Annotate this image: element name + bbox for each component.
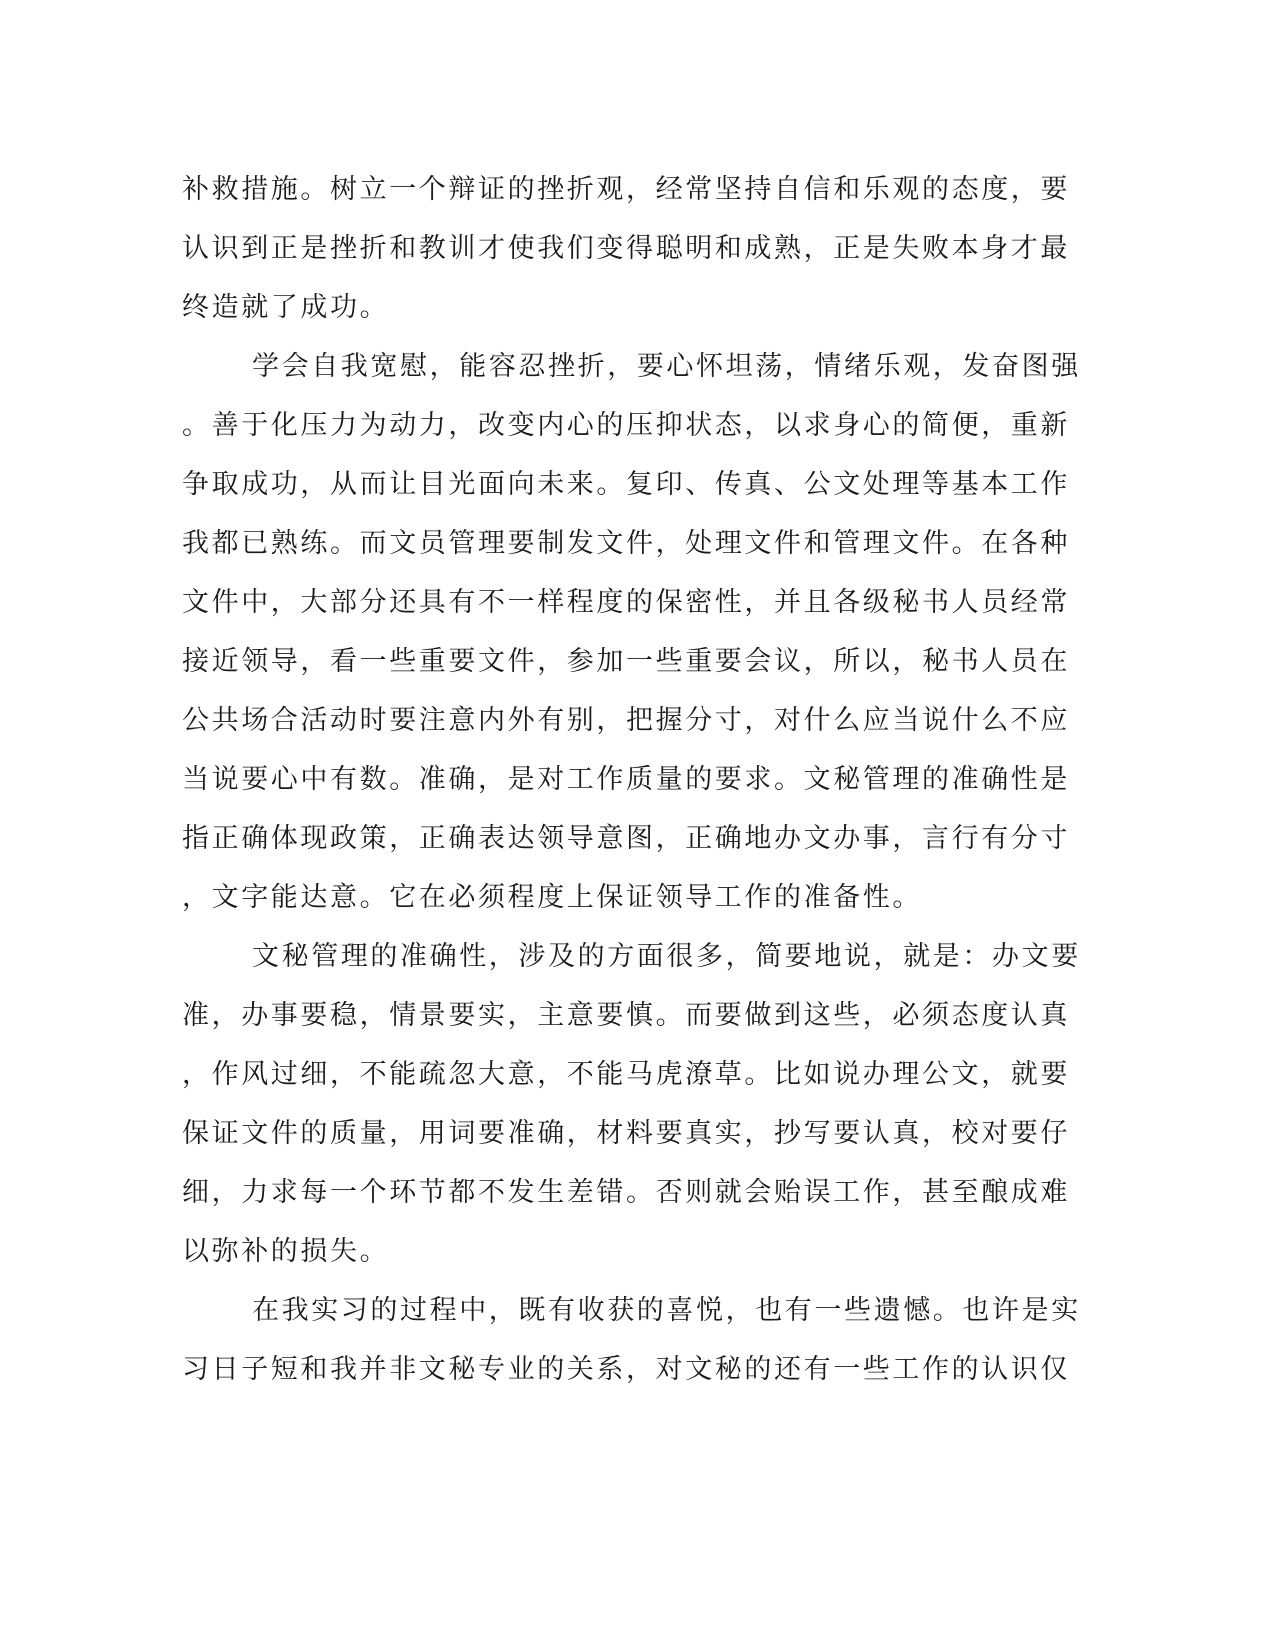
text-line: 接近领导，看一些重要文件，参加一些重要会议，所以，秘书人员在	[182, 646, 1070, 677]
text-line: ，文字能达意。它在必须程度上保证领导工作的准备性。	[182, 882, 922, 913]
text-line: 指正确体现政策，正确表达领导意图，正确地办文办事，言行有分寸	[182, 823, 1070, 854]
text-line: 补救措施。树立一个辩证的挫折观，经常坚持自信和乐观的态度，要	[182, 174, 1070, 205]
text-line: 保证文件的质量，用词要准确，材料要真实，抄写要认真，校对要仔	[182, 1118, 1070, 1149]
text-line: ，作风过细，不能疏忽大意，不能马虎潦草。比如说办理公文，就要	[182, 1059, 1070, 1090]
text-line: 以弥补的损失。	[182, 1236, 390, 1267]
text-line: 争取成功，从而让目光面向未来。复印、传真、公文处理等基本工作	[182, 469, 1070, 500]
text-line: 我都已熟练。而文员管理要制发文件，处理文件和管理文件。在各种	[182, 528, 1070, 559]
paragraph-start-line: 文秘管理的准确性，涉及的方面很多，简要地说，就是：办文要	[252, 941, 1081, 972]
text-line: 细，力求每一个环节都不发生差错。否则就会贻误工作，甚至酿成难	[182, 1177, 1070, 1208]
text-line: 文件中，大部分还具有不一样程度的保密性，并且各级秘书人员经常	[182, 587, 1070, 618]
text-line: 。善于化压力为动力，改变内心的压抑状态，以求身心的简便，重新	[182, 410, 1070, 441]
paragraph-start-line: 在我实习的过程中，既有收获的喜悦，也有一些遗憾。也许是实	[252, 1295, 1081, 1326]
text-line: 认识到正是挫折和教训才使我们变得聪明和成熟，正是失败本身才最	[182, 233, 1070, 264]
paragraph-start-line: 学会自我宽慰，能容忍挫折，要心怀坦荡，情绪乐观，发奋图强	[252, 351, 1081, 382]
body-text	[182, 160, 1081, 1399]
text-line: 习日子短和我并非文秘专业的关系，对文秘的还有一些工作的认识仅	[182, 1354, 1070, 1385]
text-line: 终造就了成功。	[182, 292, 390, 323]
text-line: 当说要心中有数。准确，是对工作质量的要求。文秘管理的准确性是	[182, 764, 1070, 795]
text-line: 准，办事要稳，情景要实，主意要慎。而要做到这些，必须态度认真	[182, 1000, 1070, 1031]
text-line: 公共场合活动时要注意内外有别，把握分寸，对什么应当说什么不应	[182, 705, 1070, 736]
